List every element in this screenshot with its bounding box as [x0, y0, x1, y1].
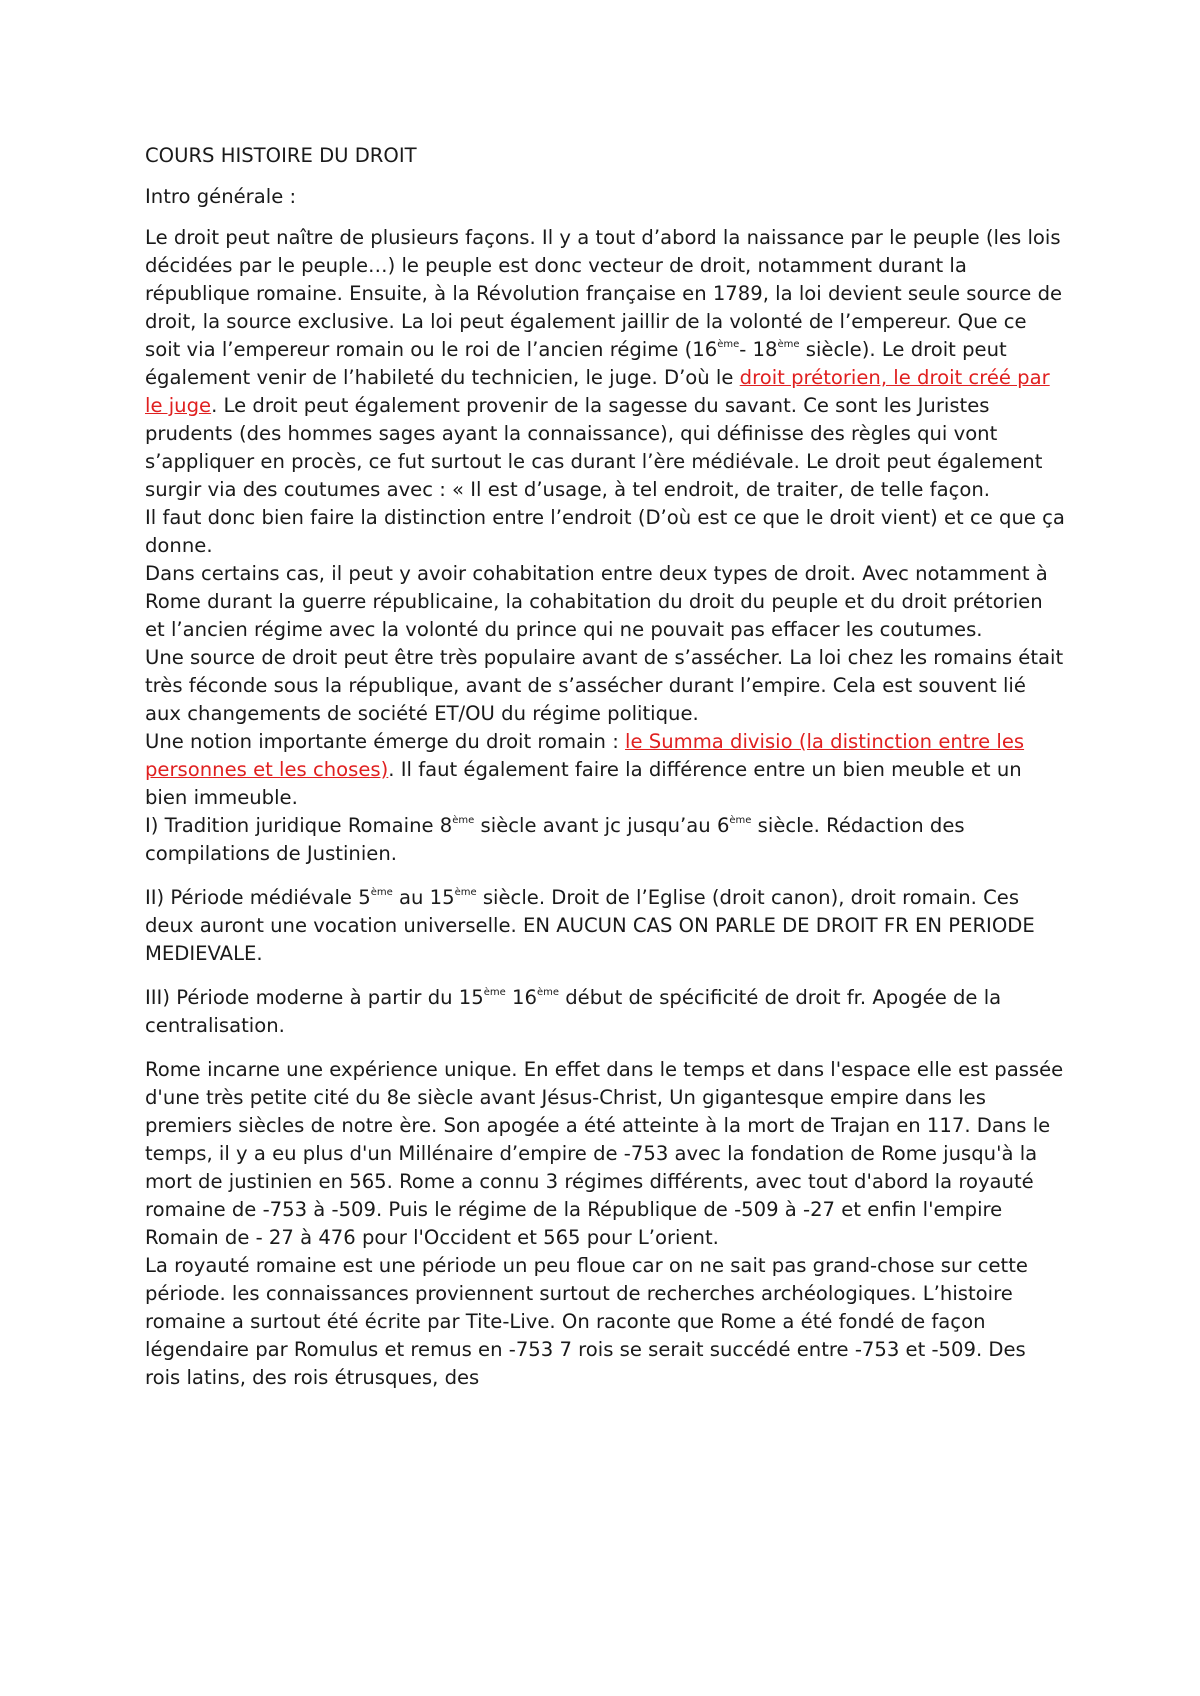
outline-item-2 [145, 884, 1065, 968]
paragraph-source-droit: Une source de droit peut être très populaire avant de s’assécher. La loi chez les romains était très féconde sous la république, avant de s’assécher durant l’empire. Cela est souvent lié aux changements de société ET/OU du régime politique. [145, 646, 1064, 725]
outline-item-1 [145, 812, 1065, 868]
text-run: siècle. Rédaction des compilations de Justinien. [145, 814, 965, 865]
superscript: ème [729, 815, 752, 826]
text-run: . Il faut également faire la différence entre un bien meuble et un bien immeuble. [145, 758, 1022, 809]
superscript: ème [536, 987, 559, 998]
section-heading: Intro générale : [145, 185, 297, 208]
superscript: ème [717, 339, 740, 350]
text-run: I) Tradition juridique Romaine 8 [145, 814, 453, 837]
paragraph-intro [145, 224, 1065, 504]
superscript: ème [777, 339, 800, 350]
document-title: COURS HISTOIRE DU DROIT [145, 144, 417, 167]
superscript: ème [483, 987, 506, 998]
text-run: siècle avant jc jusqu’au 6 [474, 814, 730, 837]
text-run: Le droit peut naître de plusieurs façons. Il y a tout d’abord la naissance par le peuple (les lois décidées par le peuple…) le peuple est donc vecteur de droit, notamment durant la république romaine. Ensuite, à la Révolution française en 1789, la loi devient seule source de droit, la source exclusive. La loi peut également jaillir de la volonté de l’empereur. Que ce soit via l’empereur romain ou le roi de l’ancien régime (16 [145, 226, 1063, 361]
paragraph-royaute: La royauté romaine est une période un peu floue car on ne sait pas grand-chose sur cette période. les connaissances proviennent surtout de recherches archéologiques. L’histoire romaine a surtout été écrite par Tite-Live. On raconte que Rome a été fondé de façon légendaire par Romulus et remus en -753 7 rois se serait succédé entre -753 et -509. Des rois latins, des rois étrusques, des [145, 1254, 1028, 1389]
superscript: ème [452, 815, 475, 826]
text-run: début de spécificité de droit fr. Apogée de la centralisation. [145, 986, 1002, 1037]
text-run: - 18 [739, 338, 778, 361]
text-run: siècle. Droit de l’Eglise (droit canon), droit romain. Ces deux auront une vocation universelle. EN AUCUN CAS ON PARLE DE DROIT FR EN PERIODE MEDIEVALE. [145, 886, 1035, 965]
text-run: 16 [505, 986, 537, 1009]
highlighted-term-droit-pretorien: droit prétorien, le droit créé par le juge [145, 366, 1050, 417]
text-run: II) Période médiévale 5 [145, 886, 371, 909]
text-run: siècle). Le droit peut également venir de l’habileté du technicien, le juge. D’où le [145, 338, 1007, 389]
text-run: Une notion importante émerge du droit romain : [145, 730, 626, 753]
text-run: III) Période moderne à partir du 15 [145, 986, 484, 1009]
superscript: ème [454, 887, 477, 898]
paragraph-rome: Rome incarne une expérience unique. En effet dans le temps et dans l'espace elle est passée d'une très petite cité du 8e siècle avant Jésus-Christ, Un gigantesque empire dans les premiers siècles de notre ère. Son apogée a été atteinte à la mort de Trajan en 117. Dans le temps, il y a eu plus d'un Millénaire d’empire de -753 avec la fondation de Rome jusqu'à la mort de justinien en 565. Rome a connu 3 régimes différents, avec tout d'abord la royauté romaine de -753 à -509. Puis le régime de la République de -509 à -27 et enfin l'empire Romain de - 27 à 476 pour l'Occident et 565 pour L’orient. [145, 1058, 1064, 1249]
highlighted-term-summa-divisio: le Summa divisio (la distinction entre les personnes et les choses) [145, 730, 1025, 781]
paragraph-distinction: Il faut donc bien faire la distinction entre l’endroit (D’où est ce que le droit vient) et ce que ça donne. [145, 506, 1065, 557]
text-run: au 15 [392, 886, 455, 909]
paragraph-cohabitation: Dans certains cas, il peut y avoir cohabitation entre deux types de droit. Avec notamment à Rome durant la guerre républicaine, la cohabitation du droit du peuple et du droit prétorien et l’ancien régime avec la volonté du prince qui ne pouvait pas effacer les coutumes. [145, 562, 1048, 641]
paragraph-summa-divisio [145, 728, 1065, 812]
outline-item-3 [145, 984, 1065, 1040]
text-run: . Le droit peut également provenir de la sagesse du savant. Ce sont les Juristes prudents (des hommes sages ayant la connaissance), qui définisse des règles qui vont s’appliquer en procès, ce fut surtout le cas durant l’ère médiévale. Le droit peut également surgir via des coutumes avec : « Il est d’usage, à tel endroit, de traiter, de telle façon. [145, 394, 1043, 501]
superscript: ème [370, 887, 393, 898]
